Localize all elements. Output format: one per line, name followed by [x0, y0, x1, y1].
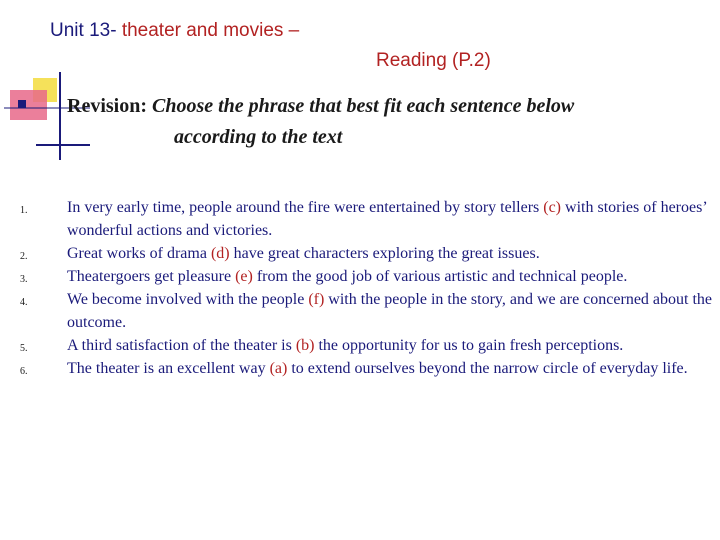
item-number: 2.: [20, 251, 28, 262]
revision-instruction: [67, 91, 707, 153]
title-prefix: Unit 13-: [50, 20, 122, 41]
list-item: [0, 334, 720, 357]
list-item: [0, 265, 720, 288]
item-text-before: In very early time, people around the fire were entertained by story tellers: [67, 199, 544, 216]
item-text: [67, 357, 712, 380]
item-text-after: the opportunity for us to gain fresh perceptions.: [314, 337, 624, 354]
item-text: [67, 288, 712, 334]
item-answer: (c): [543, 199, 562, 216]
bullet-square-icon: [18, 100, 26, 108]
item-text-before: Theatergoers get pleasure: [67, 268, 236, 285]
item-number: 1.: [20, 205, 28, 216]
sentence-list: [0, 196, 720, 380]
item-text-after: with stories of heroes’ wonderful actions and victories.: [67, 199, 707, 239]
item-text-before: We become involved with the people: [67, 291, 309, 308]
item-text-after: have great characters exploring the great issues.: [229, 245, 540, 262]
item-text-after: from the good job of various artistic and technical people.: [252, 268, 628, 285]
item-answer: (a): [269, 360, 288, 377]
item-text: [67, 242, 712, 265]
list-item: [0, 357, 720, 380]
item-number: 5.: [20, 343, 28, 354]
revision-label: Revision:: [67, 95, 152, 117]
title-dash: –: [283, 20, 300, 41]
title-topic: theater and movies: [121, 20, 284, 41]
item-text: [67, 196, 712, 242]
list-item: [0, 196, 720, 242]
item-number: 3.: [20, 274, 28, 285]
item-text: [67, 265, 712, 288]
item-text-before: Great works of drama: [67, 245, 211, 262]
item-text-before: A third satisfaction of the theater is: [67, 337, 296, 354]
item-number: 4.: [20, 297, 28, 308]
item-text-before: The theater is an excellent way: [67, 360, 270, 377]
item-answer: (b): [295, 337, 315, 354]
slide-subtitle: Reading (P.2): [376, 50, 491, 71]
instruction-line1: Choose the phrase that best fit each sentence below: [152, 95, 575, 117]
item-text: [67, 334, 712, 357]
item-text-after: with the people in the story, and we are concerned about the outcome.: [67, 291, 713, 331]
item-text-after: to extend ourselves beyond the narrow circle of everyday life.: [287, 360, 688, 377]
item-answer: (f): [308, 291, 325, 308]
item-answer: (d): [210, 245, 230, 262]
item-answer: (e): [235, 268, 253, 285]
instruction-line2: according to the text: [174, 126, 343, 148]
list-item: [0, 242, 720, 265]
list-item: [0, 288, 720, 334]
item-number: 6.: [20, 366, 28, 377]
